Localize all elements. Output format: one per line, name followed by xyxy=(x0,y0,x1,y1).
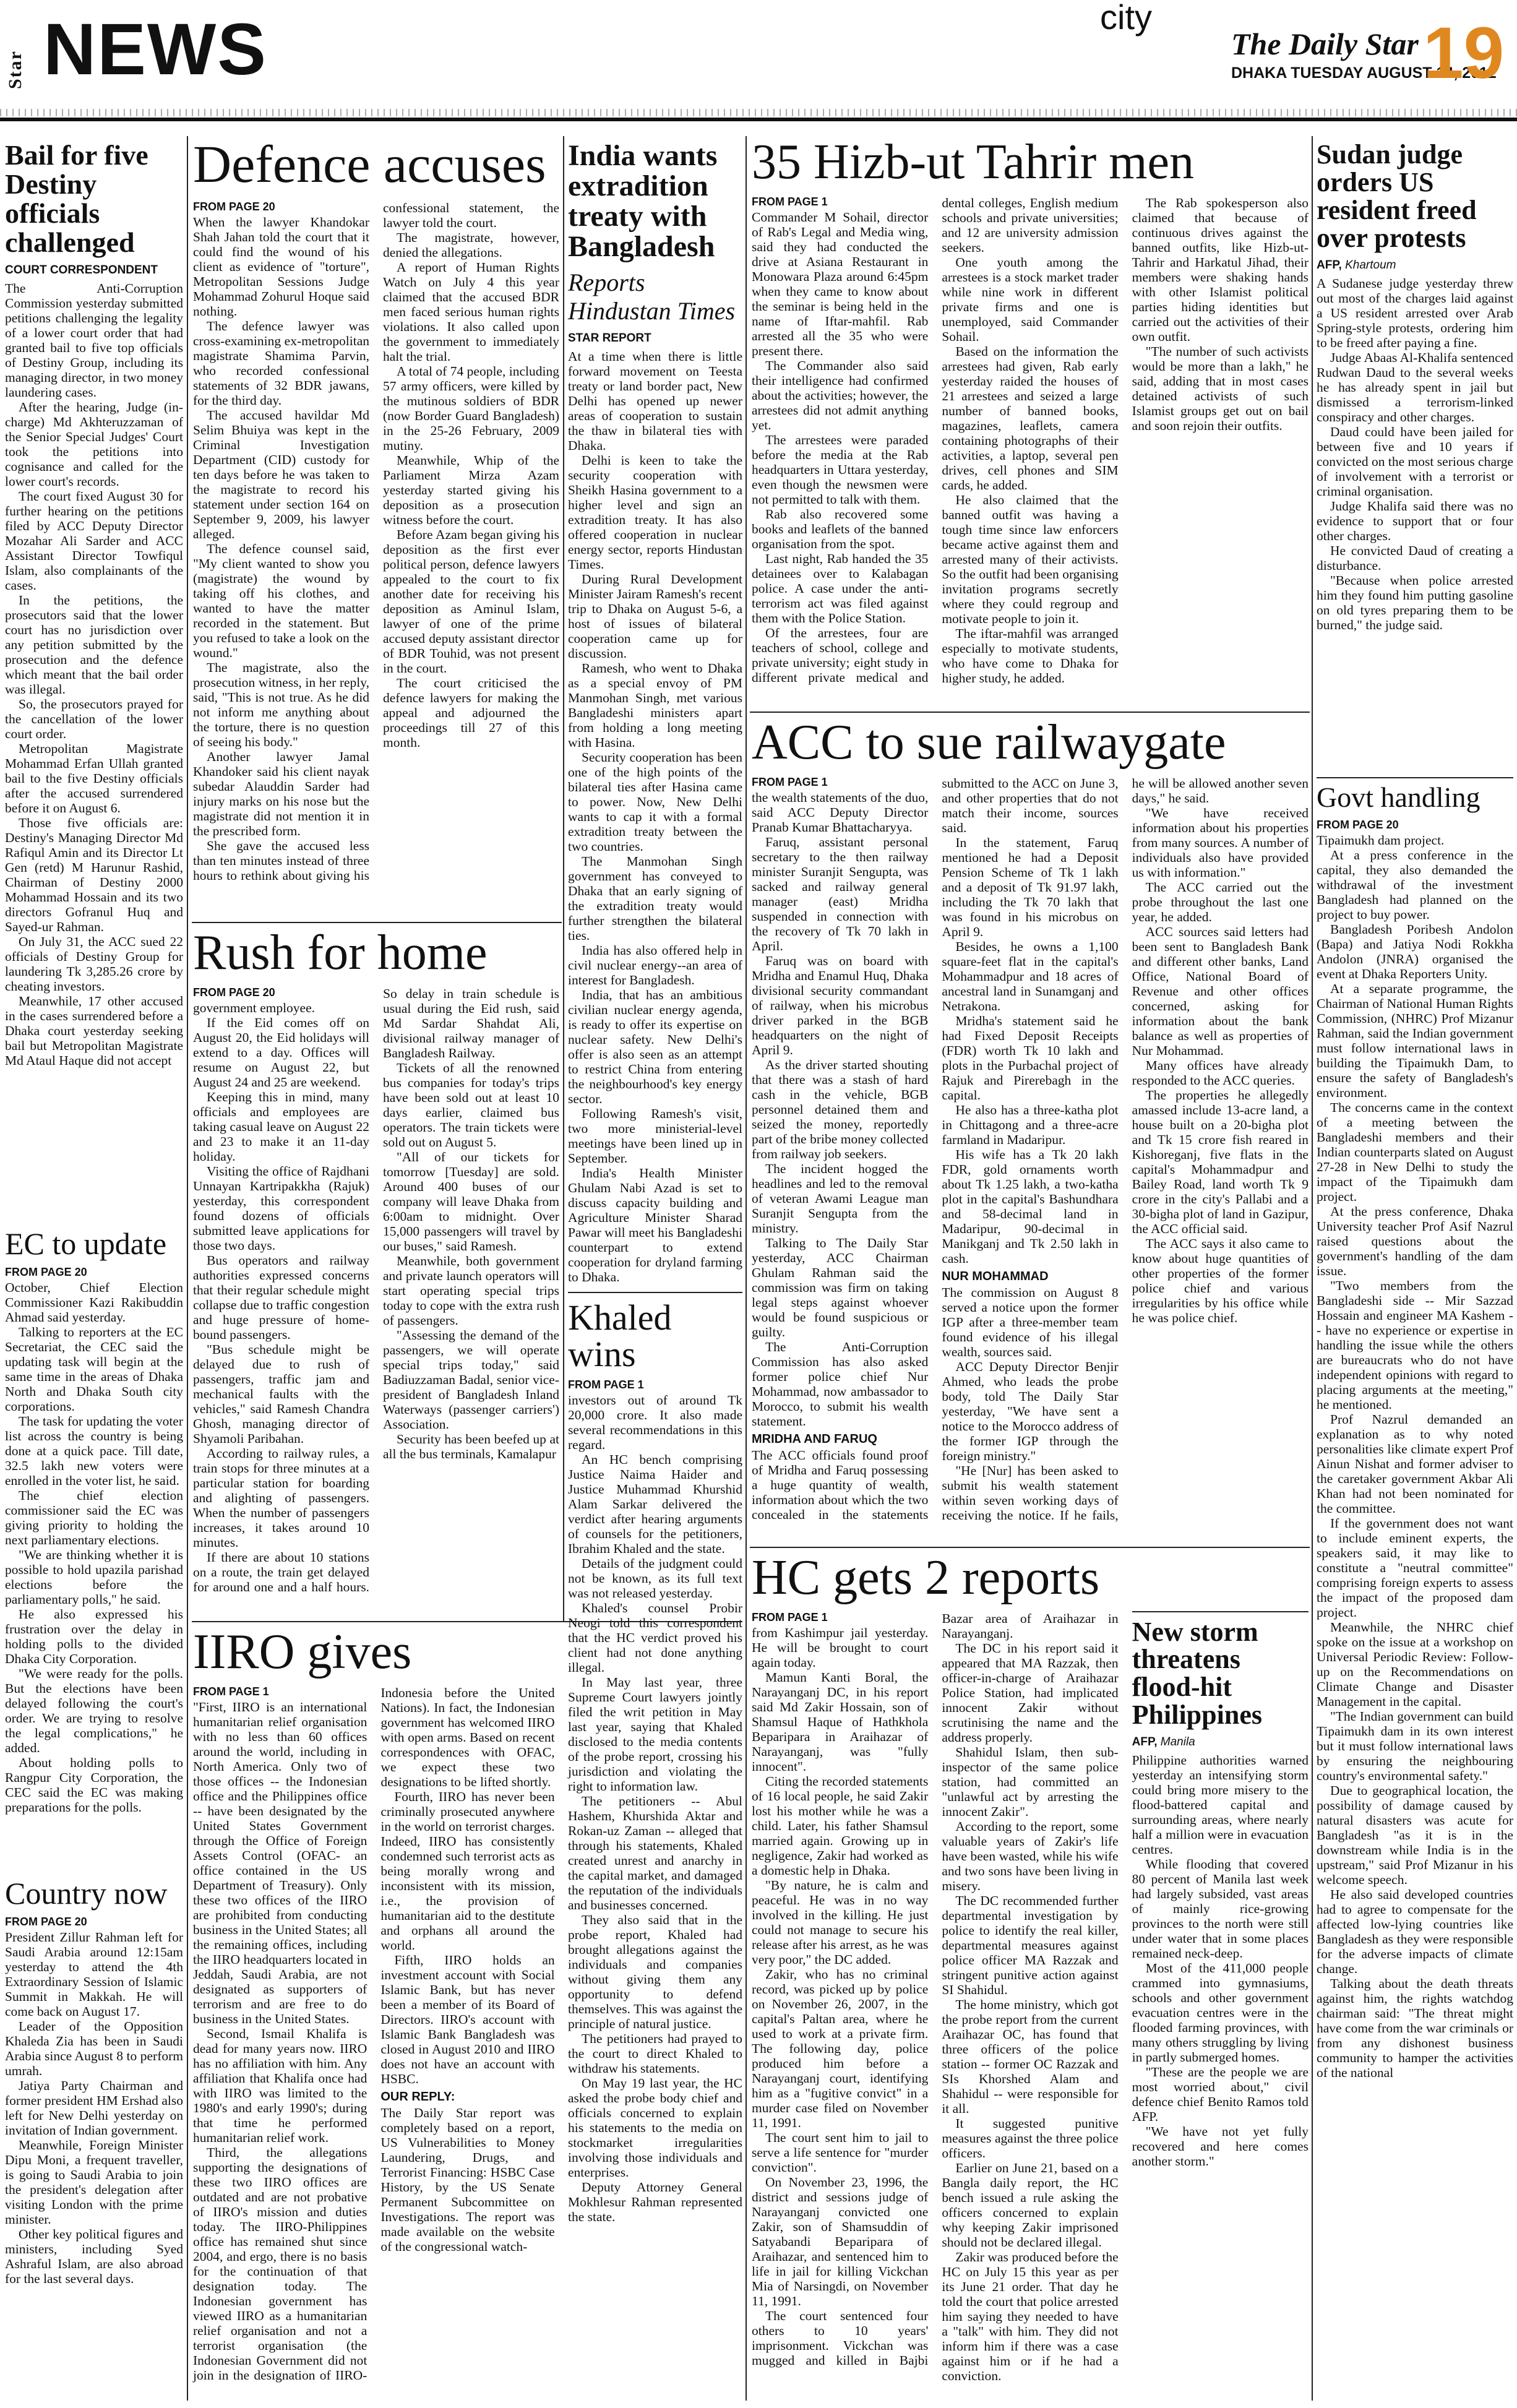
paragraph: The DC in his report said it appeared that MA Razzak, then officer-in-charge of Araihazar Police Station, had implicated innocent Zakir without scrutinising the name and the address properly. xyxy=(942,1640,1119,1745)
paragraph: At a separate programme, the Chairman of National Human Rights Commission, (NHRC) Prof Mizanur Rahman, said the Indian government must follow international laws in building the Tipaimukh Dam, to ensure the safety of Bangladesh's environment. xyxy=(1317,981,1513,1100)
byline: COURT CORRESPONDENT xyxy=(5,263,158,277)
story-body xyxy=(752,196,1309,697)
headline: ACC to sue railwaygate xyxy=(752,715,1226,770)
section-title: NEWS xyxy=(43,9,267,90)
paragraph: "We were ready for the polls. But the elections have been delayed following the court's order. We are trying to resolve the legal complications," he added. xyxy=(5,1666,183,1755)
paragraph: The concerns came in the context of a meeting between the Bangladeshi members and their Indian counterparts slated on August 27-28 in New Delhi to study the impact of the Tipaimukh dam project. xyxy=(1317,1099,1513,1204)
paragraph: The defence lawyer was cross-examining ex-metropolitan magistrate Shamima Parvin, who recorded confessional statements of 32 BDR jawans, for the third day. xyxy=(193,318,369,408)
from-page: FROM PAGE 1 xyxy=(752,1610,828,1623)
paragraph: Citing the recorded statements of 16 local people, he said Zakir lost his mother while he was a child. Later, his father Shamsul married again. Growing up in negligence, Zakir had worked as a domestic help in Dhaka. xyxy=(752,1773,929,1878)
paragraph: "All of our tickets for tomorrow [Tuesday] are sold. Around 400 buses of our company will leave Dhaka from 6:00am to midnight. Over 15,000 passengers will travel by our buses," said Ramesh. xyxy=(383,1149,559,1253)
paragraph: "The number of such activists would be more than a lakh," he said, adding that in most cases detained activists of such Islamist groups get out on bail and soon rejoin their outfits. xyxy=(1132,343,1309,433)
paragraph: When the lawyer Khandokar Shah Jahan told the court that it could find the wound of his client as evidence of "torture", Metropolitan Sessions Judge Mohammad Zohurul Hoque said nothing. xyxy=(193,214,369,319)
from-page: FROM PAGE 20 xyxy=(5,1916,87,1928)
paragraph: He also said developed countries had to agree to compensate for the affected low-lying countries like Bangladesh as they were responsible for the adverse impacts of climate change. xyxy=(1317,1886,1513,1976)
paragraph: Many offices have already responded to the ACC queries. xyxy=(1132,1057,1309,1088)
paragraph: government employee. xyxy=(193,1000,316,1015)
story-sudan xyxy=(1317,141,1513,772)
paragraph: Based on the information the arrestees had given, Rab early yesterday raided the houses of 21 arrestees and seized a large number of banned books, magazines, leaflets, camera containing photographs of their activities, a laptop, several pen drives, cell phones and SIM cards, he added. xyxy=(942,343,1119,492)
story-india xyxy=(568,139,742,2225)
story-govt xyxy=(1317,783,1513,2404)
byline-agency: AFP, xyxy=(1317,258,1342,272)
paragraph: Zakir was produced before the HC on July 15 this year as per its June 21 order. That day he told the court that police arrested him saying they needed to have a "talk" with him. They did not inform him if there was a case against him or if he had a conviction. xyxy=(942,2249,1119,2383)
paragraph: Bus operators and railway authorities expressed concerns that their regular schedule might collapse due to traffic congestion and huge pressure of home-bound passengers. xyxy=(193,1252,369,1342)
paragraph: Another lawyer Jamal Khandoker said his client nayak subedar Alauddin Sarder had injury marks on his nose but the magistrate did not mention it in the prescribed form. xyxy=(193,749,369,838)
paragraph: Security has been beefed up at all the bus terminals, Kamalapur xyxy=(383,1431,559,1461)
storm-byline xyxy=(1132,1735,1309,1749)
paragraph: The court sent him to jail to serve a life sentence for "murder conviction". xyxy=(752,2130,929,2175)
paragraph: Leader of the Opposition Khaleda Zia has been in Saudi Arabia since August 8 to perform umrah. xyxy=(5,2019,183,2078)
headline: Bail for five Destiny officials challenged xyxy=(5,139,148,258)
column-rule xyxy=(746,136,747,2401)
paragraph: Third, the allegations supporting the designations of these two IIRO offices are outdated and are not probative of IIRO's mission and duties today. The IIRO-Philippines office has remained shut since 2004, and ergo, there is no basis for the continuation of that designation today. The Indonesian government has viewed IIRO as a humanitarian relief organisation and not a terrorist organisation (the Indonesian Government did not join in the designation of IIRO-Indonesia before the United Nations). In fact, the Indonesian government has welcomed IIRO with open arms. Based on recent correspondences with OFAC, we expect these two designations to be lifted shortly. xyxy=(193,1685,555,2383)
paragraph: The Commander also said their intelligence had confirmed about the activities; however, the arrestees did not admit anything yet. xyxy=(752,358,929,432)
paragraph: The ACC officials found proof of Mridha and Faruq possessing a huge quantity of wealth, information about which the two concealed in the statements submitted to the ACC on June 3, and other properties that do not match their income, sources said. xyxy=(752,775,1119,1522)
paragraph: While flooding that covered 80 percent of Manila last week had largely subsided, vast areas of mainly rice-growing provinces to the north were still under water that in some places remained neck-deep. xyxy=(1132,1857,1309,1961)
paragraph: The DC recommended further departmental investigation by police to identify the real killer, departmental measures against police officer MA Razzak and stringent punitive action against SI Shahidul. xyxy=(942,1893,1119,1997)
paragraph: During Rural Development Minister Jairam Ramesh's recent trip to Dhaka on August 5-6, a host of issues of bilateral cooperation came up for discussion. xyxy=(568,571,742,661)
subhead: OUR REPLY: xyxy=(380,2089,455,2104)
masthead-rule xyxy=(0,118,1517,121)
paragraph: In the petitions, the prosecutors said that the lower court has no jurisdiction over any petition submitted by the prosecution and the defence which meant that the bail order was illegal. xyxy=(5,592,183,697)
story-body xyxy=(193,200,559,906)
paragraph: The chief election commissioner said the EC was giving priority to holding the next parliamentary elections. xyxy=(5,1488,183,1547)
story-hc xyxy=(752,1550,1309,2404)
headline: 35 Hizb-ut Tahrir men xyxy=(752,135,1194,189)
headline: Defence accuses xyxy=(193,134,546,194)
headline: Govt handling xyxy=(1317,781,1480,813)
paragraph: Faruq was on board with Mridha and Enamul Huq, Dhaka divisional security commandant of railway, when his microbus driver parked in the BGB headquarters on the night of April 9. xyxy=(752,953,929,1057)
paragraph: Zakir, who has no criminal record, was picked up by police on November 26, 2007, in the capital's Paltan area, where he used to work at a private firm. The following day, police produced him before a Narayanganj court, identifying him as a "fugitive convict" in a murder case filed on November 11, 1991. xyxy=(752,1966,929,2130)
paragraph: Besides, he owns a 1,100 square-feet flat in the capital's Mohammadpur and 18 acres of ancestral land in Sunamganj and Netrakona. xyxy=(942,939,1119,1013)
section-rule xyxy=(750,1547,1310,1548)
date-line: DHAKA TUESDAY AUGUST 14, 2012 xyxy=(1231,64,1497,82)
section-rule xyxy=(192,922,562,923)
section-rule xyxy=(1317,777,1513,778)
paragraph: If the Eid comes off on August 20, the Eid holidays will extend to a day. Offices will resume on August 22, but August 24 and 25 are weekend. xyxy=(193,1015,369,1090)
paragraph: the wealth statements of the duo, said ACC Deputy Director Pranab Kumar Bhattacharyya. xyxy=(752,789,929,835)
paragraph: Last night, Rab handed the 35 detainees over to Kalabagan police. A case under the anti-terrorism act was filed against them with the Police Station. xyxy=(752,551,929,626)
paragraph: Keeping this in mind, many officials and employees are taking casual leave on August 22 and 23 to make it an 11-day holiday. xyxy=(193,1089,369,1164)
paragraph: Jatiya Party Chairman and former president HM Ershad also left for New Delhi yesterday on invitation of Indian government. xyxy=(5,2078,183,2138)
story-rush xyxy=(193,928,559,1616)
paragraph: "The Indian government can build Tipaimukh dam in its own interest but it must follow international laws by ensuring the neighbouring country's environmental safety." xyxy=(1317,1708,1513,1783)
byline-agency: AFP, xyxy=(1132,1735,1158,1749)
paragraph: The incident hogged the headlines and led to the removal of veteran Awami League man Suranjit Sengupta from the ministry. xyxy=(752,1161,929,1236)
paragraph: One youth among the arrestees is a stock market trader while nine work in different private firms and one is unemployed, said Commander Sohail. xyxy=(942,254,1119,344)
masthead xyxy=(0,0,1517,124)
paragraph: The ACC carried out the probe throughout the last one year, he added. xyxy=(1132,879,1309,924)
story-body xyxy=(5,1280,183,1815)
paragraph: Deputy Attorney General Mokhlesur Rahman represented the state. xyxy=(568,2180,742,2225)
paragraph: Fourth, IIRO has never been criminally prosecuted anywhere in the world on terrorist charges. Indeed, IIRO has consistently condemned such terrorist acts as being morally wrong and inconsistent with its mission, i.e., the provision of humanitarian aid to the destitute and orphans all around the world. xyxy=(380,1789,555,1953)
paragraph: "First, IIRO is an international humanitarian relief organisation with no less than 60 offices around the world, including in North America. Only two of those offices -- the Indonesian office and the Philippines office -- have been designated by the United States Government through the Office of Foreign Assets Control (OFAC- an office contained in the US Department of Treasury). Only these two offices of the IIRO are prohibited from conducting business in the United States; all the remaining offices, including the IIRO headquarters located in Jeddah, Saudi Arabia, are not designated as supporters of terrorism and are free to do business in the United States. xyxy=(193,1699,367,2026)
paragraph: The court fixed August 30 for further hearing on the petitions filed by ACC Deputy Director Mozahar Ali Sarder and ACC Assistant Director Towfiqul Islam, also complainants of the cases. xyxy=(5,488,183,593)
paragraph: He also claimed that the banned outfit was having a tough time since law enforcers became active against them and arrested many of their activists. So the outfit had been organising invitation programs secretly where they could regroup and motivate people to join it. xyxy=(942,492,1119,626)
story-bail xyxy=(5,141,183,1221)
paragraph: The Daily Star report was completely based on a report, US Vulnerabilities to Money Laundering, Drugs, and Terrorist Financing: HSBC Case History, by the US Senate Permanent Subcommittee on Investigations. The report was made available on the website of the congressional watch- xyxy=(380,2105,555,2254)
paragraph: The iftar-mahfil was arranged especially to motivate students, who have come to Dhaka for higher study, he added. xyxy=(942,626,1119,686)
paragraph: It suggested punitive measures against the three police officers. xyxy=(942,2115,1119,2161)
paragraph: Prof Nazrul demanded an explanation as to why noted personalities like climate expert Prof Ainun Nishat and former adviser to the caretaker government Akbar Ali Khan had not been nominated for the committee. xyxy=(1317,1411,1513,1516)
story-body xyxy=(193,986,559,1605)
paragraph: "Assessing the demand of the passengers, we will operate special trips today," said Badiuzzaman Badal, senior vice-president of Bangladesh Inland Waterways (passenger carriers') Association. xyxy=(383,1327,559,1432)
from-page: FROM PAGE 1 xyxy=(193,1685,269,1698)
paper-name: The Daily Star xyxy=(1231,27,1419,61)
paragraph: An HC bench comprising Justice Naima Haider and Justice Muhammad Khurshid Alam Sarkar delivered the verdict after hearing arguments of counsels for the petitioners, Ibrahim Khaled and the state. xyxy=(568,1452,742,1557)
paragraph: At the press conference, Dhaka University teacher Prof Asif Nazrul raised questions about the government's handling of the dam issue. xyxy=(1317,1203,1513,1278)
from-page: FROM PAGE 20 xyxy=(193,986,275,999)
paragraph: Fifth, IIRO holds an investment account with Social Islamic Bank, but has never been a member of its Board of Directors. IIRO's account with Islamic Bank Bangladesh was closed in August 2010 and IIRO does not have an account with HSBC. xyxy=(380,1952,555,2086)
paragraph: As the driver started shouting that there was a stash of hard cash in the vehicle, BGB personnel detained them and seized the money, reportedly part of the bribe money collected from railway job seekers. xyxy=(752,1057,929,1161)
paragraph: Details of the judgment could not be known, as its full text was not released yesterday. xyxy=(568,1556,742,1601)
paragraph: According to the report, some valuable years of Zakir's life have been wasted, while his wife and two sons have been living in misery. xyxy=(942,1818,1119,1893)
from-page: FROM PAGE 20 xyxy=(193,200,275,213)
dateline: Manila xyxy=(1160,1735,1195,1749)
section-rule xyxy=(750,712,1310,713)
story-body xyxy=(568,349,742,1284)
headline: Rush for home xyxy=(193,926,488,980)
story-body xyxy=(5,1930,183,2286)
story-body xyxy=(752,1611,1309,2391)
byline: STAR REPORT xyxy=(568,331,651,345)
paragraph: Talking to The Daily Star yesterday, ACC Chairman Ghulam Rahman said the commission was firm on taking legal steps against whoever would be found suspicious or guilty. xyxy=(752,1235,929,1339)
paragraph: The task for updating the voter list across the country is being done at a quick pace. Till date, 32.5 lakh new voters were enrolled in the voter list, he said. xyxy=(5,1414,183,1488)
paragraph: On November 23, 1996, the district and sessions judge of Narayanganj convicted one Zakir, son of Shamsuddin of Satyabandi Beparipara of Araihazar, and sentenced him to life in jail for killing Vickchan Mia of Narsingdi, on November 11, 1991. xyxy=(752,2174,929,2308)
deck: Reports Hindustan Times xyxy=(568,268,736,325)
paragraph: investors out of around Tk 20,000 crore. It also made several recommendations in this regard. xyxy=(568,1393,742,1453)
paragraph: Philippine authorities warned yesterday an intensifying storm could bring more misery to the flood-battered capital and surrounding areas, where nearly half a million were in evacuation centres. xyxy=(1132,1753,1309,1857)
column-rule xyxy=(187,136,188,2401)
story-divider xyxy=(568,1292,742,1293)
paragraph: If there are about 10 stations on a route, the train get delayed for around one and a half hours. So delay in train schedule is usual during the Eid rush, said Md Sardar Shahdat Ali, divisional railway manager of Bangladesh Railway. xyxy=(193,986,559,1594)
paragraph: from Kashimpur jail yesterday. He will be brought to court again today. xyxy=(752,1625,929,1670)
paragraph: In May last year, three Supreme Court lawyers jointly filed the writ petition in May last year, saying that Khaled disclosed to the media contents of the probe report, crossing his jurisdiction and violating the right to information law. xyxy=(568,1675,742,1794)
story-body xyxy=(5,281,183,1068)
headline: EC to update xyxy=(5,1226,167,1261)
paragraph: Daud could have been jailed for between five and 10 years if convicted on the most serious charge of involvement with a terrorist or criminal organisation. xyxy=(1317,424,1513,499)
paragraph: At a press conference in the capital, they also demanded the withdrawal of the investment Bangladesh had planned on the project to buy power. xyxy=(1317,847,1513,922)
paragraph: Meanwhile, 17 other accused in the cases surrendered before a Dhaka court yesterday seeking bail but Metropolitan Magistrate Md Ataul Haque did not accept xyxy=(5,993,183,1068)
paragraph: "We are thinking whether it is possible to hold upazila parishad elections before the parliamentary polls," he said. xyxy=(5,1547,183,1607)
story-divider xyxy=(1132,1611,1309,1612)
paragraph: Commander M Sohail, director of Rab's Legal and Media wing, said they had conducted the drive at Asiana Restaurant in Monowara Plaza around 6:45pm when they came to know about the seminar is being held in the name of Iftar-mahfil. Rab arrested all the 35 who were present there. xyxy=(752,209,929,358)
from-page: FROM PAGE 1 xyxy=(568,1378,644,1391)
paragraph: "We have not yet fully recovered and here comes another storm." xyxy=(1132,2124,1309,2169)
paragraph: A report of Human Rights Watch on July 4 this year claimed that the accused BDR men faced serious human rights violations. It also called upon the government to immediately halt the trial. xyxy=(383,259,559,364)
paragraph: The Anti-Corruption Commission has also asked former police chief Nur Mohammad, now ambassador to Morocco, to submit his wealth statement. xyxy=(752,1339,929,1429)
from-page: FROM PAGE 1 xyxy=(752,775,828,788)
paragraph: Meanwhile, both government and private launch operators will start operating special trips today to cope with the extra rush of passengers. xyxy=(383,1253,559,1328)
paragraph: Meanwhile, Foreign Minister Dipu Moni, a frequent traveller, is going to Saudi Arabia to join the president's delegation after visiting London with the prime minister. xyxy=(5,2138,183,2227)
byline-line xyxy=(1317,259,1513,272)
paragraph: The ACC says it also came to know about huge quantities of other properties of the former police chief and various irregularities by his office while he was police chief. xyxy=(1132,1236,1309,1325)
paragraph: The commission on August 8 served a notice upon the former IGP after a three-member team found evidence of his illegal wealth, sources said. xyxy=(942,1284,1119,1359)
paragraph: The properties he allegedly amassed include 13-acre land, a house built on a 20-bigha plot and Tk 15 crore fish reared in Kishoreganj, five flats in the capital's Mohammadpur and Bailey Road, land worth Tk 9 crore in the city's Pallabi and a 30-bigha plot of land in Gazipur, the ACC official said. xyxy=(1132,1087,1309,1236)
paragraph: India's Health Minister Ghulam Nabi Azad is set to discuss capacity building and Agriculture Minister Sharad Pawar will meet his Bangladeshi counterpart to extend cooperation for dryland farming to Dhaka. xyxy=(568,1165,742,1284)
paragraph: He also has a three-katha plot in Chittagong and a three-acre farmland in Madaripur. xyxy=(942,1102,1119,1147)
paragraph: Ramesh, who went to Dhaka as a special envoy of PM Manmohan Singh, met various Bangladeshi ministers apart from holding a long meeting with Hasina. xyxy=(568,660,742,750)
headline: Sudan judge orders US resident freed over protests xyxy=(1317,139,1477,253)
paragraph: The accused havildar Md Selim Bhuiya was kept in the Criminal Investigation Department (CID) custody for ten days before he was taken to the magistrate to record his statement under section 164 on September 9, 2009, his lawyer alleged. xyxy=(193,407,369,541)
paragraph: Faruq, assistant personal secretary to the then railway minister Suranjit Sengupta, was sacked and railway general manager (east) Mridha suspended in connection with the recovery of Tk 70 lakh in April. xyxy=(752,834,929,953)
paragraph: Khaled's counsel Probir Neogi told this correspondent that the HC verdict proved his client had not done anything illegal. xyxy=(568,1601,742,1675)
paragraph: ACC sources said letters had been sent to Bangladesh Bank and different other banks, Land Office, National Board of Revenue and other offices concerned, asking for information about the bank balance as well as properties of Nur Mohammad. xyxy=(1132,924,1309,1058)
paragraph: A total of 74 people, including 57 army officers, were killed by the mutinous soldiers of BDR (now Border Guard Bangladesh) in the 25-26 February, 2009 mutiny. xyxy=(383,363,559,453)
paragraph: The Anti-Corruption Commission yesterday submitted petitions challenging the legality of a lower court order that had granted bail to five top officials of Destiny Group, including its managing director, in two money laundering cases. xyxy=(5,280,183,400)
paragraph: Due to geographical location, the possibility of damage caused by natural disasters was acute for Bangladesh "as it is in the downstream while India is in the upstream," said Prof Mizanur in his welcome speech. xyxy=(1317,1782,1513,1887)
paragraph: Metropolitan Magistrate Mohammad Erfan Ullah granted bail to the five Destiny officials after the accused surrendered before it on August 6. xyxy=(5,741,183,815)
paragraph: Mridha's statement said he had Fixed Deposit Receipts (FDR) worth Tk 10 lakh and plots in the Purbachal project of Rajuk and Pirerebagh in the capital. xyxy=(942,1013,1119,1103)
paragraph: Tipaimukh dam project. xyxy=(1317,832,1445,848)
paragraph: A Sudanese judge yesterday threw out most of the charges laid against a US resident arrested over Arab Spring-style protests, ordering him to be freed after paying a fine. xyxy=(1317,275,1513,350)
paragraph: Meanwhile, the NHRC chief spoke on the issue at a workshop on Universal Periodic Review: Follow-up on the Recommendations on Climate Change and Disaster Management in the capital. xyxy=(1317,1619,1513,1709)
paragraph: She gave the accused less than ten minutes instead of three hours to rethink about giving his confessional statement, the lawyer told the court. xyxy=(193,200,559,883)
paragraph: The Manmohan Singh government has conveyed to Dhaka that an early signing of the extradition treaty would further strengthen the bilateral ties. xyxy=(568,853,742,943)
paragraph: President Zillur Rahman left for Saudi Arabia around 12:15am yesterday to attend the 4th Extraordinary Session of Islamic Summit in Makkah. He will come back on August 17. xyxy=(5,1930,183,2019)
paragraph: The magistrate, however, denied the allegations. xyxy=(383,230,559,260)
paragraph: The magistrate, also the prosecution witness, in her reply, said, "This is not true. As he did not inform me anything about the torture, there is no question of seeing his body." xyxy=(193,660,369,749)
storm-headline: New storm threatens flood-hit Philippines xyxy=(1132,1616,1262,1731)
paragraph: Security cooperation has been one of the high points of the bilateral ties after Hasina came to power. Now, New Delhi wants to cap it with a formal extradition treaty between the two countries. xyxy=(568,749,742,854)
headline: IIRO gives xyxy=(193,1625,412,1679)
paragraph: Judge Abaas Al-Khalifa sentenced Rudwan Daud to the several weeks he has already spent in jail but dismissed a terrorism-linked conspiracy and other charges. xyxy=(1317,350,1513,424)
story-acc xyxy=(752,715,1309,1543)
paragraph: ACC Deputy Director Benjir Ahmed, who leads the probe body, told The Daily Star yesterday, "We have sent a notice to the Morocco address of the former IGP through the foreign ministry." xyxy=(942,1359,1119,1463)
story-ec xyxy=(5,1228,183,1872)
story-body xyxy=(752,776,1309,1531)
paragraph: Meanwhile, Whip of the Parliament Mirza Azam yesterday started giving his deposition as a prosecution witness before the court. xyxy=(383,452,559,527)
paragraph: "Because when police arrested him they found him putting gasoline on old tyres preparing them to be burned," the judge said. xyxy=(1317,572,1513,632)
paragraph: Judge Khalifa said there was no evidence to support that or four other charges. xyxy=(1317,498,1513,543)
paragraph: The court criticised the defence lawyers for making the appeal and adjourned the proceedings till 27 of this month. xyxy=(383,675,559,750)
paragraph: Of the arrestees, four are teachers of school, college and private university; eight study in different private medical and dental colleges, English medium schools and private universities; and 12 are university admission seekers. xyxy=(752,195,1119,685)
column-rule xyxy=(563,136,564,1621)
paragraph: Talking about the death threats against him, the rights watchdog chairman said: "The threat might have come from the war criminals or from any dishonest business community to hamper the activities of the national xyxy=(1317,1976,1513,2080)
paragraph: According to railway rules, a train stops for three minutes at a particular station for boarding and alighting of passengers. When the number of passengers increases, it takes around 10 minutes. xyxy=(193,1445,369,1550)
paragraph: Most of the 411,000 people crammed into gymnasiums, schools and other government evacuation centres were in the flooded farming provinces, with many others struggling by living in partly submerged homes. xyxy=(1132,1961,1309,2065)
story-country xyxy=(5,1878,183,2404)
subhead: MRIDHA AND FARUQ xyxy=(752,1432,877,1446)
paragraph: Visiting the office of Rajdhani Unnayan Kartripakkha (Rajuk) yesterday, this correspondent found dozens of officials submitted leave applications for those two days. xyxy=(193,1163,369,1253)
paragraph: In the statement, Faruq mentioned he had a Deposit Pension Scheme of Tk 1 lakh and a deposit of Tk 91.97 lakh, including the Tk 70 lakh that was found in his microbus on April 9. xyxy=(942,835,1119,939)
paragraph: At a time when there is little forward movement on Teesta treaty or land border pact, New Delhi has opened up newer areas of cooperation to sustain the thaw in bilateral ties with Dhaka. xyxy=(568,348,742,453)
star-logo: Star xyxy=(5,50,25,89)
paragraph: He also expressed his frustration over the delay in holding polls to the divided Dhaka City Corporation. xyxy=(5,1607,183,1666)
paragraph: Those five officials are: Destiny's Managing Director Md Rafiqul Amin and its Director Lt Gen (retd) M Harunur Rashid, Chairman of Destiny 2000 Mohammad Hossain and its two directors Gofranul Huq and Sayed-ur Rahman. xyxy=(5,815,183,934)
paragraph: "These are the people we are most worried about," civil defence chief Benito Ramos told AFP. xyxy=(1132,2065,1309,2125)
paragraph: Following Ramesh's visit, two more ministerial-level meetings have been lined up in September. xyxy=(568,1106,742,1166)
paragraph: The petitioners -- Abul Hashem, Khurshida Aktar and Rokan-uz Zaman -- alleged that through his statements, Khaled created unrest and anarchy in the capital market, and damaged the reputation of the individuals and businesses concerned. xyxy=(568,1794,742,1913)
paragraph: They also said that in the probe report, Khaled had brought allegations against the individuals and companies without giving them any opportunity to defend themselves. This was against the principle of natural justice. xyxy=(568,1912,742,2032)
masthead-ticks xyxy=(0,109,1517,116)
story-hizb xyxy=(752,137,1309,708)
from-page: FROM PAGE 20 xyxy=(1317,818,1399,831)
paragraph: So, the prosecutors prayed for the cancellation of the lower court order. xyxy=(5,696,183,741)
page-number: 19 xyxy=(1423,12,1505,94)
paragraph: After the hearing, Judge (in-charge) Md Akhteruzzaman of the Senior Special Judges' Court took the petitions into cognisance and called for the lower court's records. xyxy=(5,399,183,489)
paragraph: The defence counsel said, "My client wanted to show you (magistrate) the wound by taking off his clothes, and wanted to have the matter recorded in the statement. But you refused to take a look on the wound." xyxy=(193,541,369,660)
story-body xyxy=(1317,276,1513,632)
paragraph: "By nature, he is calm and peaceful. He was in no way involved in the killing. He just could not manage to secure his release after his arrest, as he was very poor," the DC added. xyxy=(752,1877,929,1967)
paragraph: Rab also recovered some books and leaflets of the banned organisation from the spot. xyxy=(752,506,929,551)
paragraph: He convicted Daud of creating a disturbance. xyxy=(1317,543,1513,573)
paragraph: "Bus schedule might be delayed due to rush of passengers, traffic jam and mechanical faults with the vehicles," said Ramesh Chandra Ghosh, managing director of Shyamoli Paribahan. xyxy=(193,1341,369,1446)
paragraph: "He [Nur] has been asked to submit his wealth statement within seven working days of receiving the notice. If he fails, he will be allowed another seven days," he said. xyxy=(942,775,1309,1523)
story-khaled xyxy=(568,1299,742,2224)
paragraph: "Two members from the Bangladeshi side -- Mir Sazzad Hossain and engineer MA Kashem -- have no experience or expertise in handling the issue while the others are bureaucrats who do not have independent opinions with regard to placing arguments at the meeting," he mentioned. xyxy=(1317,1278,1513,1412)
paragraph: India, that has an ambitious civilian nuclear energy agenda, is ready to offer its expertise on nuclear safety. New Delhi's offer is also seen as an attempt to restrict China from entering the neighbourhood's key energy sector. xyxy=(568,987,742,1106)
from-page: FROM PAGE 1 xyxy=(752,195,828,208)
paragraph: The court sentenced four others to 10 years' imprisonment. Vickchan was mugged and killed in Bajbi Bazar area of Araihazar in Narayanganj. xyxy=(752,1610,1119,2368)
paragraph: On May 19 last year, the HC asked the probe body chief and officials concerned to explain his statements to the media on stockmarket irregularities involving those individuals and enterprises. xyxy=(568,2076,742,2180)
paragraph: The Rab spokesperson also claimed that because of continuous drives against the banned outfits, like Hizb-ut-Tahrir and Harkatul Jihad, their members were shaking hands with other Islamist political parties hiding identities but carried out the activities of their own outfit. xyxy=(1132,195,1309,344)
paragraph: Tickets of all the renowned bus companies for today's trips have been sold out at least 10 days earlier, claimed bus operators. The train tickets were sold out on August 5. xyxy=(383,1060,559,1150)
paragraph: Delhi is keen to take the security cooperation with Sheikh Hasina government to a higher level and sign an extradition treaty. It has also offered cooperation in nuclear energy sector, reports Hindustan Times. xyxy=(568,452,742,572)
paragraph: Shahidul Islam, then sub-inspector of the same police station, had committed an "unlawful act by arresting the innocent Zakir". xyxy=(942,1744,1119,1819)
headline: India wants extradition treaty with Bangladesh xyxy=(568,139,718,263)
story-body xyxy=(1317,833,1513,2080)
from-page: FROM PAGE 20 xyxy=(5,1266,87,1278)
column-rule xyxy=(1312,136,1313,2401)
paragraph: About holding polls to Rangpur City Corporation, the CEC said the EC was making preparations for the polls. xyxy=(5,1755,183,1815)
paragraph: The petitioners had prayed to the court to direct Khaled to withdraw his statements. xyxy=(568,2031,742,2076)
paragraph: Earlier on June 21, based on a Bangla daily report, the HC bench issued a rule asking the officers concerned to explain why keeping Zakir imprisoned should not be declared illegal. xyxy=(942,2160,1119,2250)
subsection-label: city xyxy=(1100,0,1152,37)
story-body xyxy=(568,1393,742,2224)
paragraph: Mamun Kanti Boral, the Narayanganj DC, in his report said Md Zakir Hossain, son of Shamsul Haque of Hathkhola Beparipara in Araihazar of Narayanganj, was "fully innocent". xyxy=(752,1669,929,1774)
paragraph: "We have received information about his properties from many sources. A number of individuals also have provided us with information." xyxy=(1132,805,1309,880)
paragraph: If the government does not want to include eminent experts, the speakers said, it may like to constitute a "neutral committee" comprising foreign experts to assess the impact of the proposed dam project. xyxy=(1317,1515,1513,1620)
headline: Country now xyxy=(5,1876,168,1911)
paragraph: October, Chief Election Commissioner Kazi Rakibuddin Ahmad said yesterday. xyxy=(5,1280,183,1325)
paragraph: The home ministry, which got the probe report from the current Araihazar OC, has found that three officers of the police station -- former OC Razzak and SIs Khorshed Alam and Shahidul -- were responsible for it all. xyxy=(942,1997,1119,2116)
paragraph: Bangladesh Poribesh Andolon (Bapa) and Jatiya Nodi Rokkha Andolon (JNRA) organised the event at Dhaka Reporters Unity. xyxy=(1317,921,1513,981)
paragraph: India has also offered help in civil nuclear energy--an area of interest for Bangladesh. xyxy=(568,942,742,987)
story-defence xyxy=(193,134,559,918)
headline: HC gets 2 reports xyxy=(752,1550,1100,1605)
dateline: Khartoum xyxy=(1345,258,1396,272)
headline: Khaled wins xyxy=(568,1297,672,1374)
paragraph: His wife has a Tk 20 lakh FDR, gold ornaments worth about Tk 1.25 lakh, a two-katha plot in the capital's Bashundhara and 58-decimal land in Madaripur, 90-decimal in Manikganj and Tk 2.50 lakh in cash. xyxy=(942,1146,1119,1266)
paragraph: Other key political figures and ministers, including Syed Ashraful Islam, are also abroad for the last several days. xyxy=(5,2227,183,2286)
paragraph: Second, Ismail Khalifa is dead for many years now. IIRO has no affiliation with him. Any affiliation that Khalifa once had with IIRO was limited to the 1980's and early 1990's; during that time he performed humanitarian relief work. xyxy=(193,2026,367,2145)
paragraph: Talking to reporters at the EC Secretariat, the CEC said the updating task will begin at the same time in the areas of Dhaka North and Dhaka South city corporations. xyxy=(5,1325,183,1414)
paragraph: The arrestees were paraded before the media at the Rab headquarters in Uttara yesterday, even though the newsmen were not permitted to talk with them. xyxy=(752,432,929,507)
subhead: NUR MOHAMMAD xyxy=(942,1269,1049,1283)
paragraph: On July 31, the ACC sued 22 officials of Destiny Group for laundering Tk 3,285.26 crore by cheating investors. xyxy=(5,934,183,994)
paragraph: Before Azam began giving his deposition as the first ever political person, defence lawyers appealed to the court to fix another date for receiving his deposition as Aminul Islam, lawyer of one of the prime accused deputy assistant director of BDR Touhid, was not present in the court. xyxy=(383,527,559,676)
